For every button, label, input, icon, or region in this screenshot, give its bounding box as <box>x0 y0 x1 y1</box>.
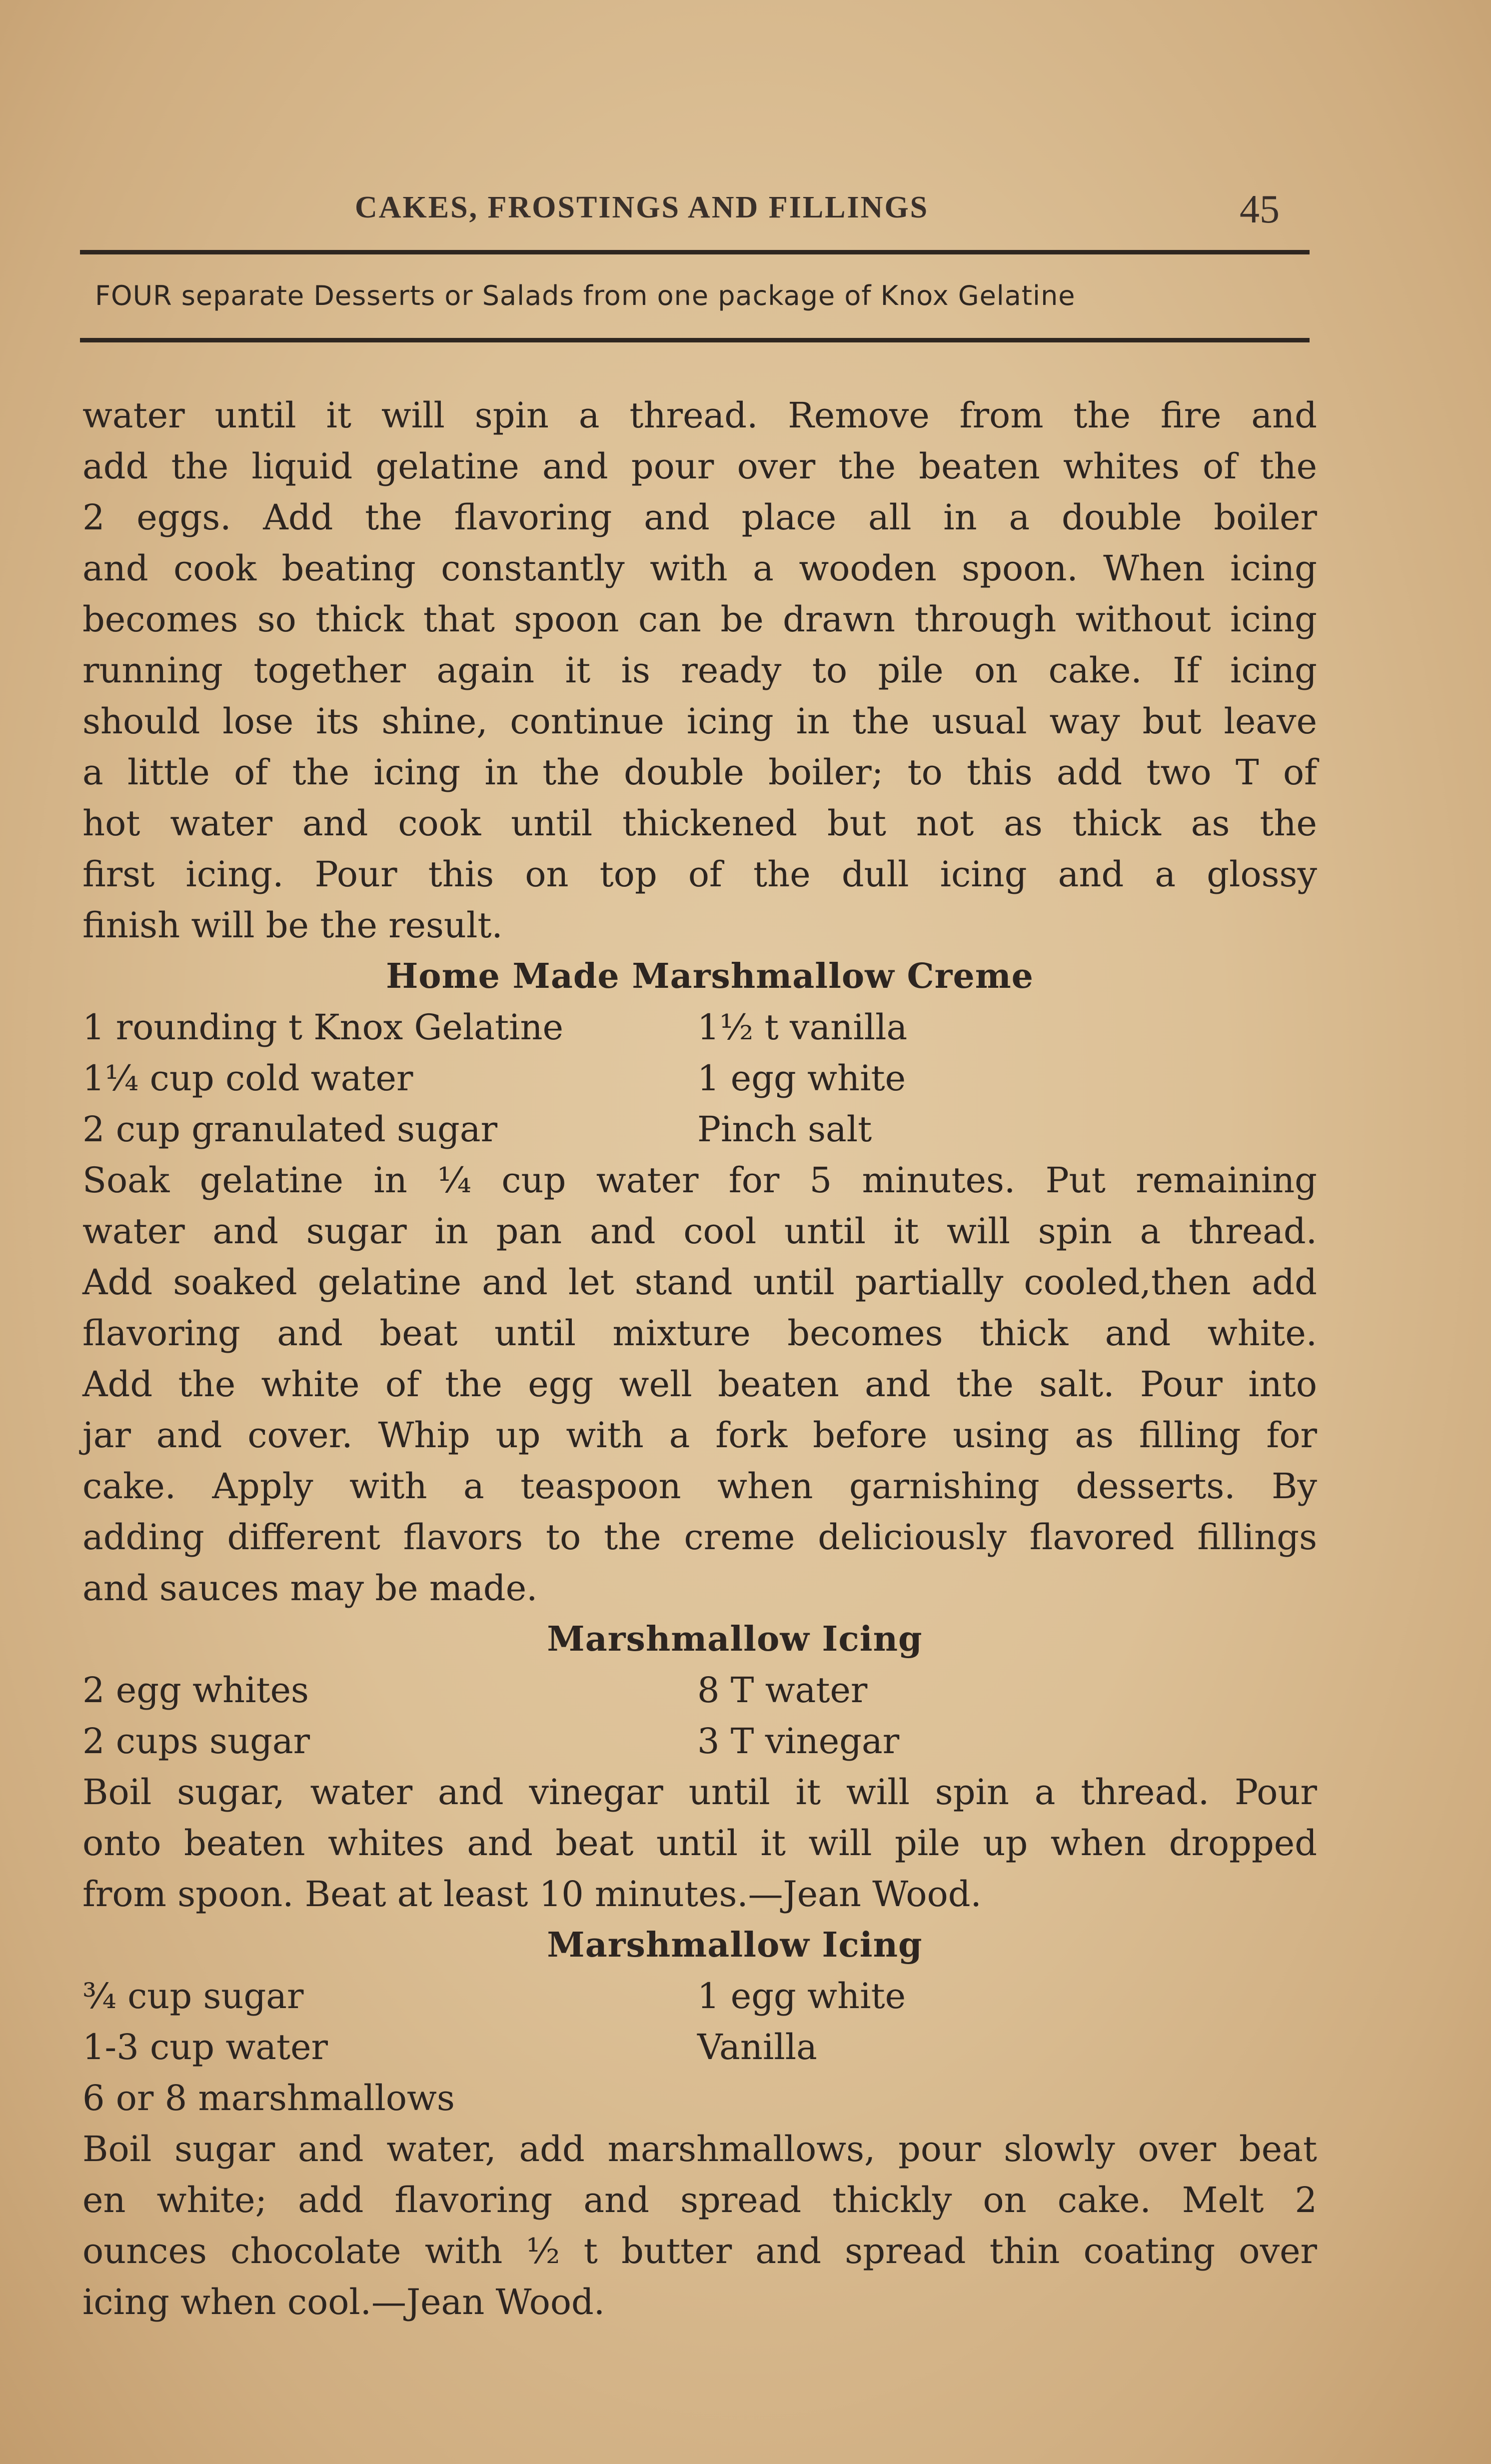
header-rule-bottom <box>80 338 1310 342</box>
text-line: icing when cool.—Jean Wood. <box>82 2282 605 2323</box>
text-line: 2 eggs. Add the flavoring and place all in a double boiler <box>82 497 1317 538</box>
ingredient-right: 1 egg white <box>697 1058 906 1099</box>
ingredient-left: 1 rounding t Knox Gelatine <box>82 1007 564 1048</box>
text-line: Soak gelatine in ¼ cup water for 5 minutes. Put remaining <box>82 1160 1317 1201</box>
text-line: and sauces may be made. <box>82 1568 538 1609</box>
ingredient-left: 2 cup granulated sugar <box>82 1109 498 1150</box>
text-line: add the liquid gelatine and pour over the beaten whites of the <box>82 446 1317 487</box>
recipe-marshmallow-icing-2 <box>82 1920 1317 2328</box>
text-line: and cook beating constantly with a wooden spoon. When icing <box>82 548 1317 589</box>
ingredient-left: 6 or 8 marshmallows <box>82 2078 455 2119</box>
ingredient-right: 1 egg white <box>697 1976 906 2017</box>
text-line: becomes so thick that spoon can be drawn through without icing <box>82 599 1317 640</box>
ingredient-left: 1¼ cup cold water <box>82 1058 413 1099</box>
running-head <box>80 187 1310 231</box>
ingredient-left: 2 cups sugar <box>82 1721 310 1762</box>
text-line: Boil sugar, water and vinegar until it will spin a thread. Pour <box>82 1772 1317 1813</box>
ingredient-row <box>82 2022 1317 2073</box>
ingredient-row <box>82 2073 1317 2124</box>
text-line: water and sugar in pan and cool until it will spin a thread. <box>82 1211 1317 1252</box>
text-line: Add the white of the egg well beaten and the salt. Pour into <box>82 1364 1317 1405</box>
page-body <box>82 390 1317 2328</box>
text-line: jar and cover. Whip up with a fork before using as filling for <box>82 1415 1317 1456</box>
ingredient-row <box>82 1104 1317 1155</box>
header-rule-top <box>80 250 1310 254</box>
text-line: water until it will spin a thread. Remove from the fire and <box>82 395 1317 436</box>
ingredient-right: 3 T vinegar <box>697 1721 900 1762</box>
page-title: CAKES, FROSTINGS AND FILLINGS <box>355 190 929 224</box>
text-line: from spoon. Beat at least 10 minutes.—Jean Wood. <box>82 1874 982 1915</box>
text-line: should lose its shine, continue icing in the usual way but leave <box>82 701 1317 742</box>
knox-tagline: FOUR separate Desserts or Salads from one package of Knox Gelatine <box>95 280 1076 311</box>
text-line: running together again it is ready to pile on cake. If icing <box>82 650 1317 691</box>
recipe-marshmallow-creme <box>82 951 1317 1614</box>
text-line: en white; add flavoring and spread thickly on cake. Melt 2 <box>82 2180 1317 2221</box>
ingredient-left: ¾ cup sugar <box>82 1976 304 2017</box>
text-line: finish will be the result. <box>82 905 503 946</box>
recipe-marshmallow-icing-1 <box>82 1614 1317 1920</box>
page-number: 45 <box>1240 187 1280 231</box>
text-line: onto beaten whites and beat until it will pile up when dropped <box>82 1823 1317 1864</box>
text-line: cake. Apply with a teaspoon when garnishing desserts. By <box>82 1466 1317 1507</box>
ingredient-right: Vanilla <box>697 2027 817 2068</box>
text-line: hot water and cook until thickened but not as thick as the <box>82 803 1317 844</box>
ingredient-row <box>82 1971 1317 2022</box>
text-line: ounces chocolate with ½ t butter and spread thin coating over <box>82 2231 1317 2272</box>
ingredient-right: Pinch salt <box>697 1109 872 1150</box>
ingredient-row <box>82 1716 1317 1767</box>
text-line: adding different flavors to the creme deliciously flavored fillings <box>82 1517 1317 1558</box>
text-line: Add soaked gelatine and let stand until partially cooled,then add <box>82 1262 1317 1303</box>
recipe-title: Home Made Marshmallow Creme <box>386 956 1034 996</box>
intro-paragraph <box>82 390 1317 951</box>
ingredient-right: 8 T water <box>697 1670 868 1711</box>
recipe-title: Marshmallow Icing <box>547 1925 923 1965</box>
ingredient-right: 1½ t vanilla <box>697 1007 908 1048</box>
ingredient-row <box>82 1002 1317 1053</box>
text-line: Boil sugar and water, add marshmallows, pour slowly over beat <box>82 2129 1317 2170</box>
ingredient-left: 2 egg whites <box>82 1670 309 1711</box>
text-line: first icing. Pour this on top of the dull icing and a glossy <box>82 854 1317 895</box>
ingredient-row <box>82 1665 1317 1716</box>
text-line: a little of the icing in the double boiler; to this add two T of <box>82 752 1317 793</box>
ingredient-row <box>82 1053 1317 1104</box>
text-line: flavoring and beat until mixture becomes thick and white. <box>82 1313 1317 1354</box>
recipe-title: Marshmallow Icing <box>547 1619 923 1659</box>
ingredient-left: 1-3 cup water <box>82 2027 328 2068</box>
